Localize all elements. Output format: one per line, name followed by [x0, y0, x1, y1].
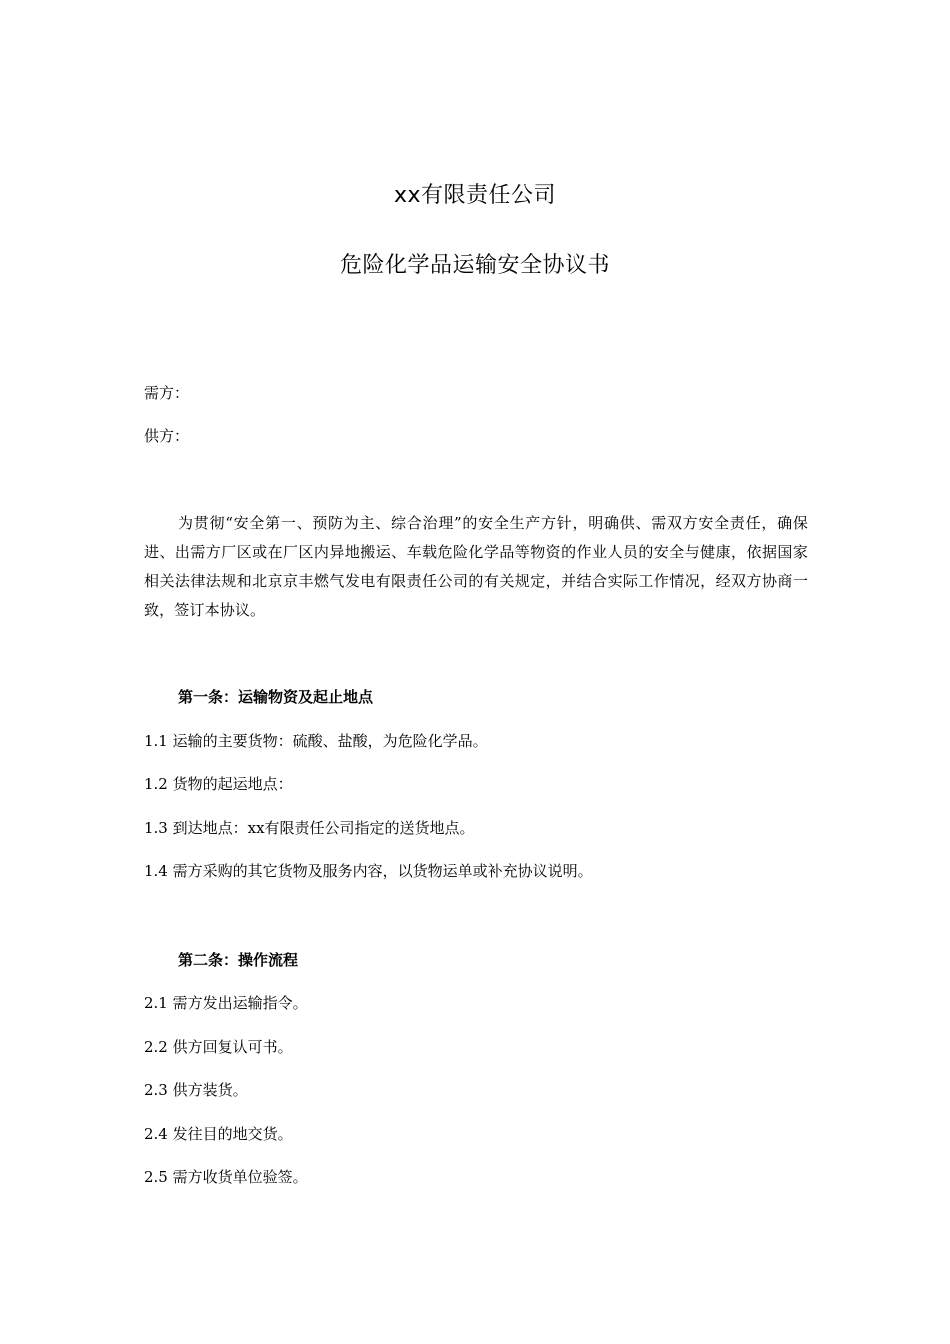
article2-item: 2.1 需方发出运输指令。 [144, 994, 308, 1012]
article1-item: 1.4 需方采购的其它货物及服务内容，以货物运单或补充协议说明。 [144, 862, 593, 880]
article2-heading: 第二条：操作流程 [178, 951, 299, 969]
intro-paragraph: 为贯彻“安全第一、预防为主、综合治理”的安全生产方针，明确供、需双方安全责任，确保进、出需方厂区或在厂区内异地搬运、车载危险化学品等物资的作业人员的安全与健康，依据国家相关法律法规和北京京丰燃气发电有限责任公司的有关规定，并结合实际工作情况，经双方协商一致，签订本协议。 [144, 514, 808, 619]
document-title: 危险化学品运输安全协议书 [339, 253, 610, 278]
party-demand-label: 需方： [144, 384, 190, 402]
article2-item: 2.2 供方回复认可书。 [144, 1038, 293, 1056]
article2-item: 2.4 发往目的地交货。 [144, 1125, 293, 1143]
article2-item: 2.5 需方收货单位验签。 [144, 1168, 308, 1186]
party-supply-label: 供方： [144, 427, 190, 445]
article1-item: 1.3 到达地点：xx有限责任公司指定的送货地点。 [144, 819, 475, 837]
company-title: xx有限责任公司 [393, 183, 557, 208]
article1-item: 1.2 货物的起运地点： [144, 775, 293, 793]
article1-item: 1.1 运输的主要货物：硫酸、盐酸，为危险化学品。 [144, 732, 488, 750]
article1-heading: 第一条：运输物资及起止地点 [178, 688, 374, 706]
article2-item: 2.3 供方装货。 [144, 1081, 248, 1099]
